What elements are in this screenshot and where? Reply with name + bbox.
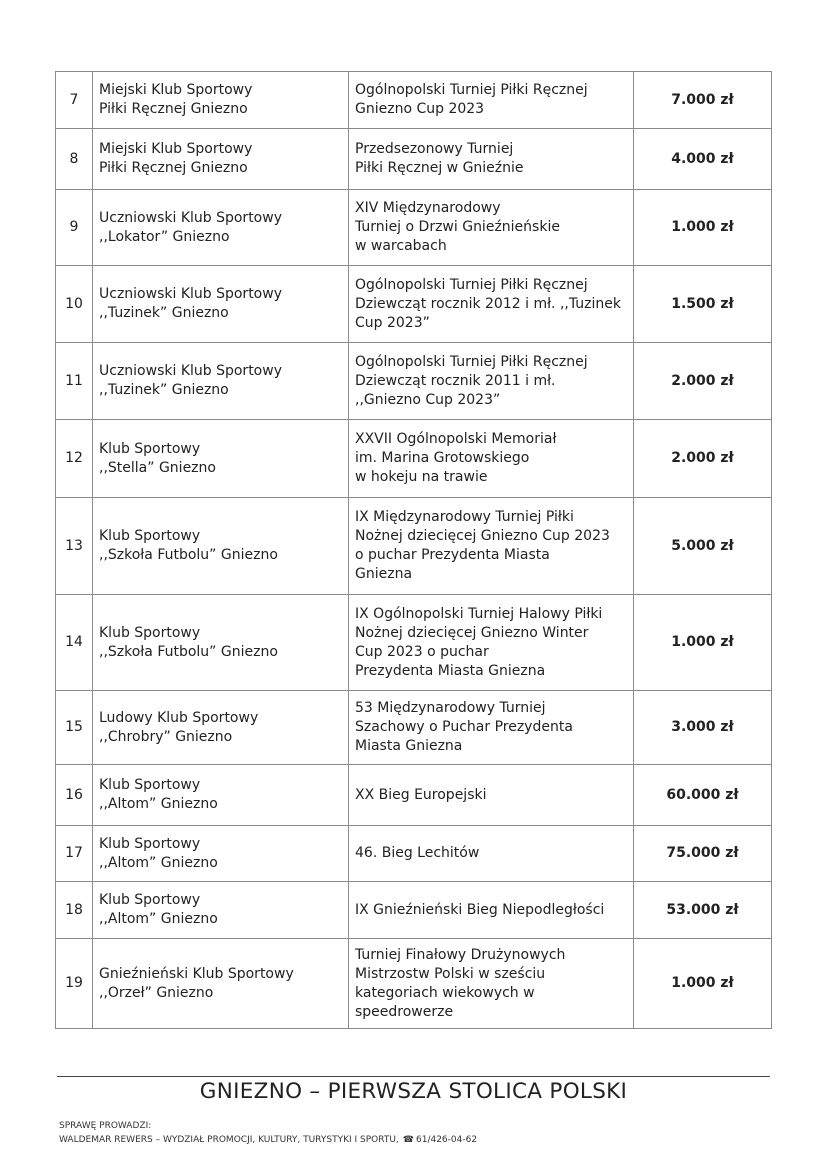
row-number: 11 <box>56 343 93 420</box>
table-row <box>56 129 772 190</box>
club-name: Klub Sportowy ,,Szkoła Futbolu” Gniezno <box>93 595 349 691</box>
event-name: Ogólnopolski Turniej Piłki Ręcznej Dziewcząt rocznik 2012 i mł. ,,Tuzinek Cup 2023” <box>349 266 634 343</box>
footer-contact <box>59 1135 477 1145</box>
club-name: Uczniowski Klub Sportowy ,,Lokator” Gniezno <box>93 190 349 266</box>
footer-slogan: GNIEZNO – PIERWSZA STOLICA POLSKI <box>199 1079 628 1104</box>
table-row <box>56 826 772 882</box>
club-name: Ludowy Klub Sportowy ,,Chrobry” Gniezno <box>93 691 349 765</box>
table-row <box>56 190 772 266</box>
event-name: IX Gnieźnieński Bieg Niepodległości <box>349 882 634 939</box>
row-number: 10 <box>56 266 93 343</box>
table-row <box>56 765 772 826</box>
event-name: IX Międzynarodowy Turniej Piłki Nożnej dziecięcej Gniezno Cup 2023 o puchar Prezydenta Miasta Gniezna <box>349 498 634 595</box>
event-name: 53 Międzynarodowy Turniej Szachowy o Puchar Prezydenta Miasta Gniezna <box>349 691 634 765</box>
grant-amount: 3.000 zł <box>634 691 772 765</box>
row-number: 16 <box>56 765 93 826</box>
row-number: 17 <box>56 826 93 882</box>
event-name: Turniej Finałowy Drużynowych Mistrzostw Polski w sześciu kategoriach wiekowych w speedrowerze <box>349 939 634 1029</box>
club-name: Miejski Klub Sportowy Piłki Ręcznej Gniezno <box>93 72 349 129</box>
event-name: IX Ogólnopolski Turniej Halowy Piłki Nożnej dziecięcej Gniezno Winter Cup 2023 o puchar Prezydenta Miasta Gniezna <box>349 595 634 691</box>
grant-amount: 1.500 zł <box>634 266 772 343</box>
footer-divider <box>57 1076 770 1077</box>
grant-amount: 75.000 zł <box>634 826 772 882</box>
grant-amount: 4.000 zł <box>634 129 772 190</box>
row-number: 13 <box>56 498 93 595</box>
row-number: 14 <box>56 595 93 691</box>
event-name: 46. Bieg Lechitów <box>349 826 634 882</box>
footer-contact-person: WALDEMAR REWERS – WYDZIAŁ PROMOCJI, KULTURY, TURYSTYKI I SPORTU, <box>59 1135 399 1145</box>
table-row <box>56 498 772 595</box>
table-row <box>56 420 772 498</box>
event-name: XX Bieg Europejski <box>349 765 634 826</box>
telephone-icon: ☎ <box>402 1135 414 1145</box>
event-name: Ogólnopolski Turniej Piłki Ręcznej Gniezno Cup 2023 <box>349 72 634 129</box>
club-name: Klub Sportowy ,,Szkoła Futbolu” Gniezno <box>93 498 349 595</box>
club-name: Uczniowski Klub Sportowy ,,Tuzinek” Gniezno <box>93 266 349 343</box>
grant-amount: 7.000 zł <box>634 72 772 129</box>
table-row <box>56 343 772 420</box>
club-name: Uczniowski Klub Sportowy ,,Tuzinek” Gniezno <box>93 343 349 420</box>
club-name: Klub Sportowy ,,Altom” Gniezno <box>93 882 349 939</box>
footer-phone-number: 61/426-04-62 <box>416 1135 478 1145</box>
table-row <box>56 72 772 129</box>
row-number: 15 <box>56 691 93 765</box>
row-number: 19 <box>56 939 93 1029</box>
table-row <box>56 266 772 343</box>
table-row <box>56 595 772 691</box>
club-name: Gnieźnieński Klub Sportowy ,,Orzeł” Gniezno <box>93 939 349 1029</box>
grant-amount: 53.000 zł <box>634 882 772 939</box>
table-row <box>56 939 772 1029</box>
table-row <box>56 691 772 765</box>
grant-amount: 1.000 zł <box>634 190 772 266</box>
event-name: XIV Międzynarodowy Turniej o Drzwi Gnieźnieńskie w warcabach <box>349 190 634 266</box>
grants-table <box>55 71 772 1029</box>
event-name: Przedsezonowy Turniej Piłki Ręcznej w Gnieźnie <box>349 129 634 190</box>
footer-handler-label: SPRAWĘ PROWADZI: <box>59 1121 152 1131</box>
grants-table-body <box>56 72 772 1029</box>
grant-amount: 2.000 zł <box>634 343 772 420</box>
row-number: 7 <box>56 72 93 129</box>
club-name: Miejski Klub Sportowy Piłki Ręcznej Gniezno <box>93 129 349 190</box>
table-row <box>56 882 772 939</box>
grant-amount: 60.000 zł <box>634 765 772 826</box>
grant-amount: 1.000 zł <box>634 939 772 1029</box>
row-number: 8 <box>56 129 93 190</box>
club-name: Klub Sportowy ,,Altom” Gniezno <box>93 826 349 882</box>
club-name: Klub Sportowy ,,Stella” Gniezno <box>93 420 349 498</box>
event-name: Ogólnopolski Turniej Piłki Ręcznej Dziewcząt rocznik 2011 i mł. ,,Gniezno Cup 2023” <box>349 343 634 420</box>
club-name: Klub Sportowy ,,Altom” Gniezno <box>93 765 349 826</box>
event-name: XXVII Ogólnopolski Memoriał im. Marina Grotowskiego w hokeju na trawie <box>349 420 634 498</box>
row-number: 18 <box>56 882 93 939</box>
row-number: 12 <box>56 420 93 498</box>
grant-amount: 2.000 zł <box>634 420 772 498</box>
grant-amount: 5.000 zł <box>634 498 772 595</box>
grant-amount: 1.000 zł <box>634 595 772 691</box>
row-number: 9 <box>56 190 93 266</box>
